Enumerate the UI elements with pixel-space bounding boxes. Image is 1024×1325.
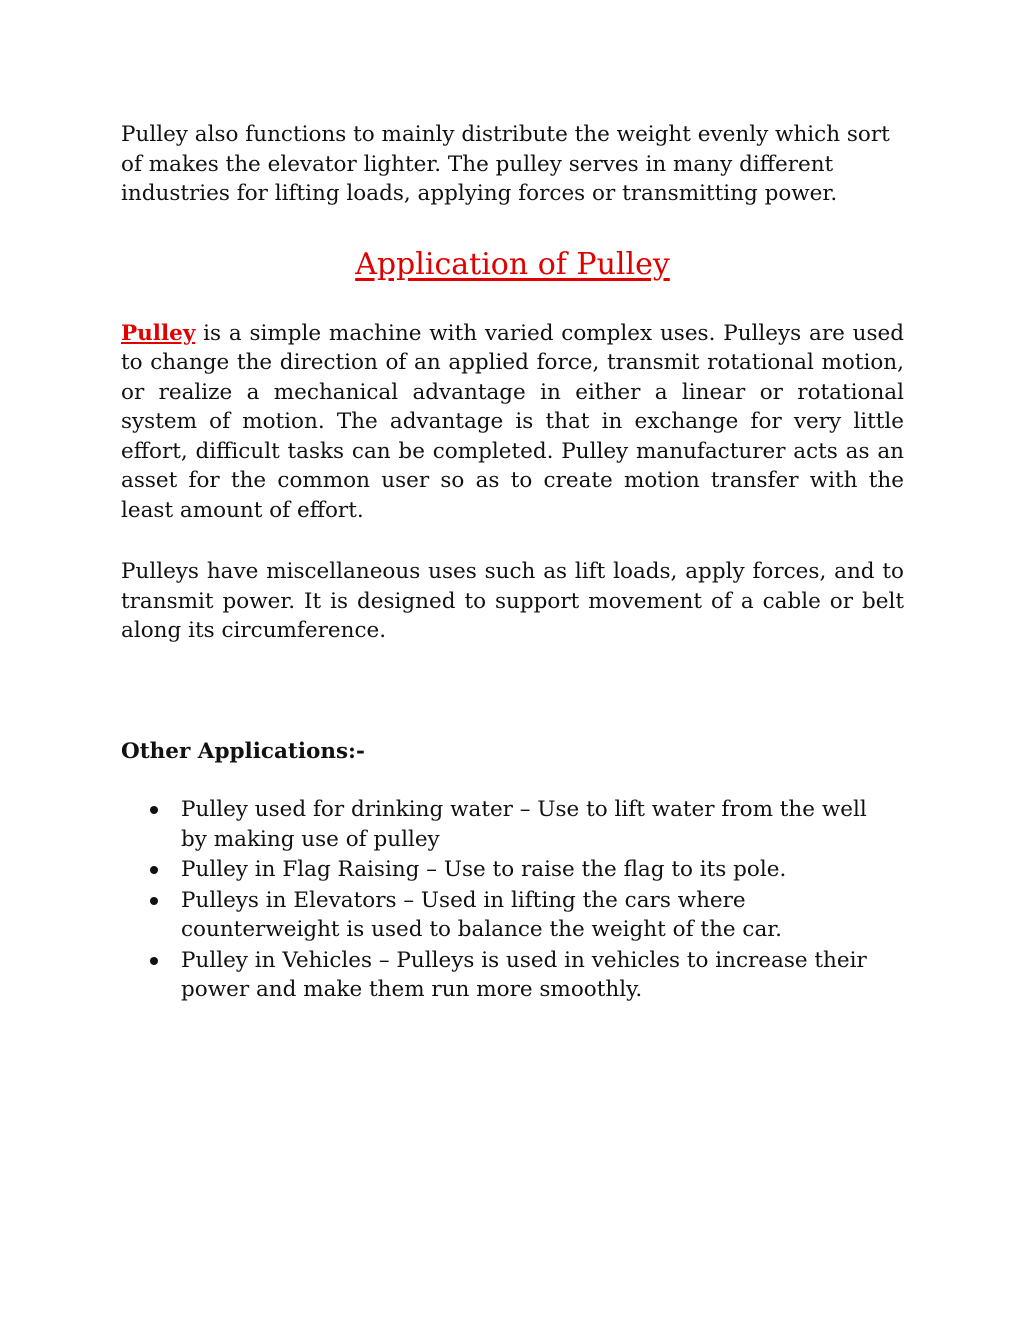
list-item xyxy=(181,886,899,945)
pulley-link[interactable]: Pulley xyxy=(121,320,196,346)
pulley-uses-paragraph: Pulleys have miscellaneous uses such as lift loads, apply forces, and to transmit power. It is designed to support movement of a cable or belt along its circumference. xyxy=(121,559,904,643)
bullet-icon xyxy=(150,806,158,814)
intro-paragraph: Pulley also functions to mainly distribute the weight evenly which sort of makes the elevator lighter. The pulley serves in many different industries for lifting loads, applying forces or transmitting power. xyxy=(121,122,890,206)
bullet-icon xyxy=(150,897,158,905)
pulley-description-text: is a simple machine with varied complex uses. Pulleys are used to change the direction of an applied force, transmit rotational motion, or realize a mechanical advantage in either a linear or rotational system of motion. The advantage is that in exchange for very little effort, difficult tasks can be completed. Pulley manufacturer acts as an asset for the common user so as to create motion transfer with the least amount of effort. xyxy=(121,320,904,523)
section-heading: Application of Pulley xyxy=(355,246,670,282)
list-item-text: Pulley in Vehicles – Pulleys is used in vehicles to increase their power and make them run more smoothly. xyxy=(181,947,867,1002)
pulley-description-paragraph xyxy=(121,319,904,526)
list-item xyxy=(181,795,899,854)
list-item-text: Pulley used for drinking water – Use to lift water from the well by making use of pulley xyxy=(181,797,867,852)
document-page xyxy=(121,120,904,1006)
list-item-text: Pulley in Flag Raising – Use to raise the flag to its pole. xyxy=(181,857,787,882)
bullet-icon xyxy=(150,957,158,965)
list-item xyxy=(181,855,899,885)
applications-list xyxy=(121,795,899,1005)
bullet-icon xyxy=(150,866,158,874)
list-item-text: Pulleys in Elevators – Used in lifting the cars where counterweight is used to balance the weight of the car. xyxy=(181,887,783,942)
list-item xyxy=(181,946,899,1005)
other-applications-heading: Other Applications:- xyxy=(121,738,365,764)
